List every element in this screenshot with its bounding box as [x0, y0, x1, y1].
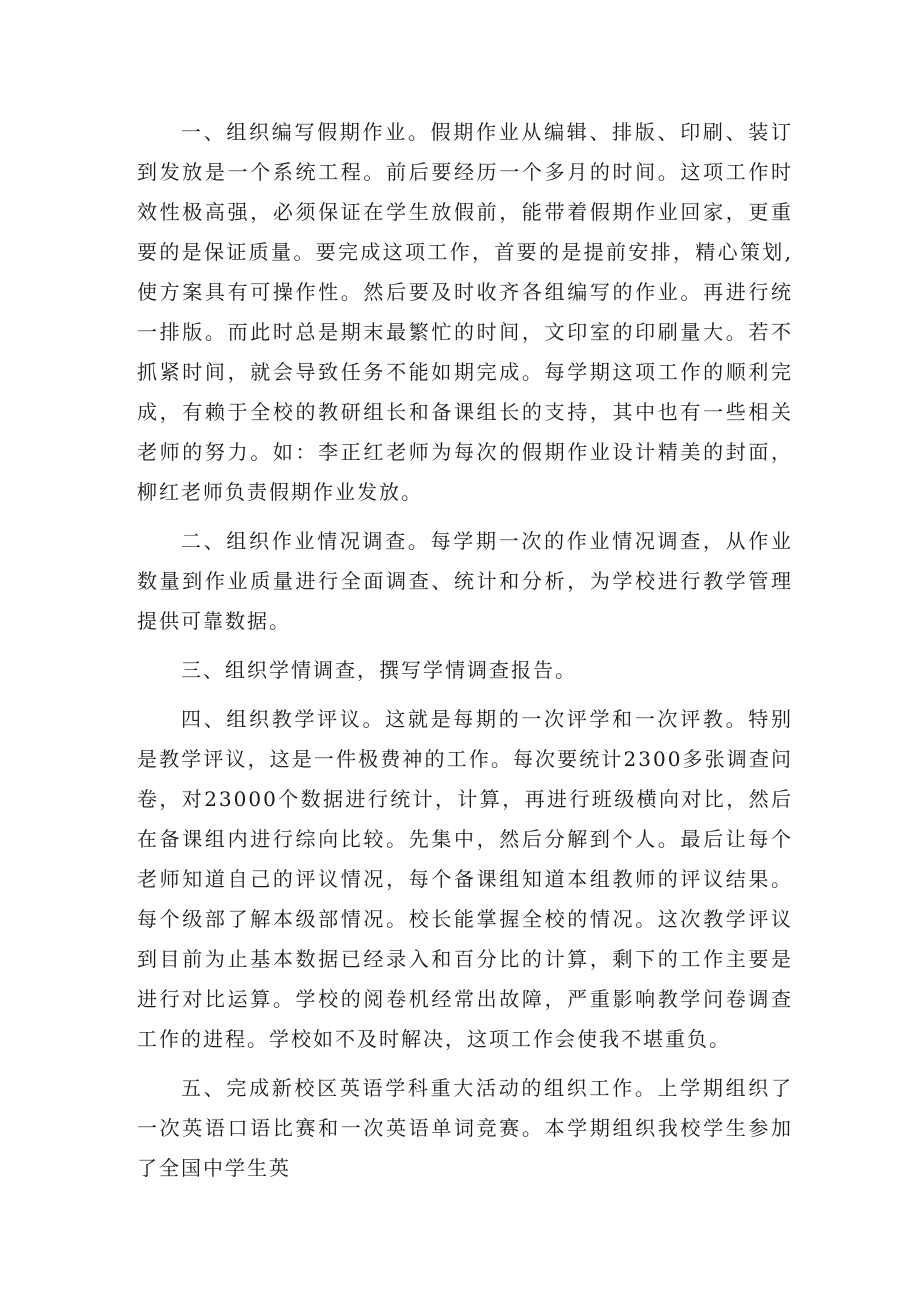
paragraph-1: 一、组织编写假期作业。假期作业从编辑、排版、印刷、装订到发放是一个系统工程。前后要经历一个多月的时间。这项工作时效性极高强，必须保证在学生放假前，能带着假期作业回家，更重要的是保证质量。要完成这项工作，首要的是提前安排，精心策划,使方案具有可操作性。然后要及时收齐各组编写的作业。再进行统一排版。而此时总是期末最繁忙的时间，文印室的印刷量大。若不抓紧时间，就会导致任务不能如期完成。每学期这项工作的顺利完成，有赖于全校的教研组长和备课组长的支持，其中也有一些相关老师的努力。如：李正红老师为每次的假期作业设计精美的封面，柳红老师负责假期作业发放。	[137, 120, 793, 504]
paragraph-3: 三、组织学情调查，撰写学情调查报告。	[181, 658, 577, 682]
paragraph-4: 四、组织教学评议。这就是每期的一次评学和一次评教。特别是教学评议，这是一件极费神的工作。每次要统计2300多张调查问卷，对23000个数据进行统计，计算，再进行班级横向对比，然后在备课组内进行综向比较。先集中，然后分解到个人。最后让每个老师知道自己的评议情况，每个备课组知道本组教师的评议结果。每个级部了解本级部情况。校长能掌握全校的情况。这次教学评议到目前为止基本数据已经录入和百分比的计算，剩下的工作主要是进行对比运算。学校的阅卷机经常出故障，严重影响教学问卷调查工作的进程。学校如不及时解决，这项工作会使我不堪重负。	[137, 707, 793, 1051]
document-body	[137, 112, 793, 1197]
paragraph-5: 五、完成新校区英语学科重大活动的组织工作。上学期组织了一次英语口语比赛和一次英语单词竞赛。本学期组织我校学生参加了全国中学生英	[137, 1076, 793, 1180]
paragraph-2: 二、组织作业情况调查。每学期一次的作业情况调查，从作业数量到作业质量进行全面调查、统计和分析，为学校进行教学管理提供可靠数据。	[137, 529, 793, 633]
